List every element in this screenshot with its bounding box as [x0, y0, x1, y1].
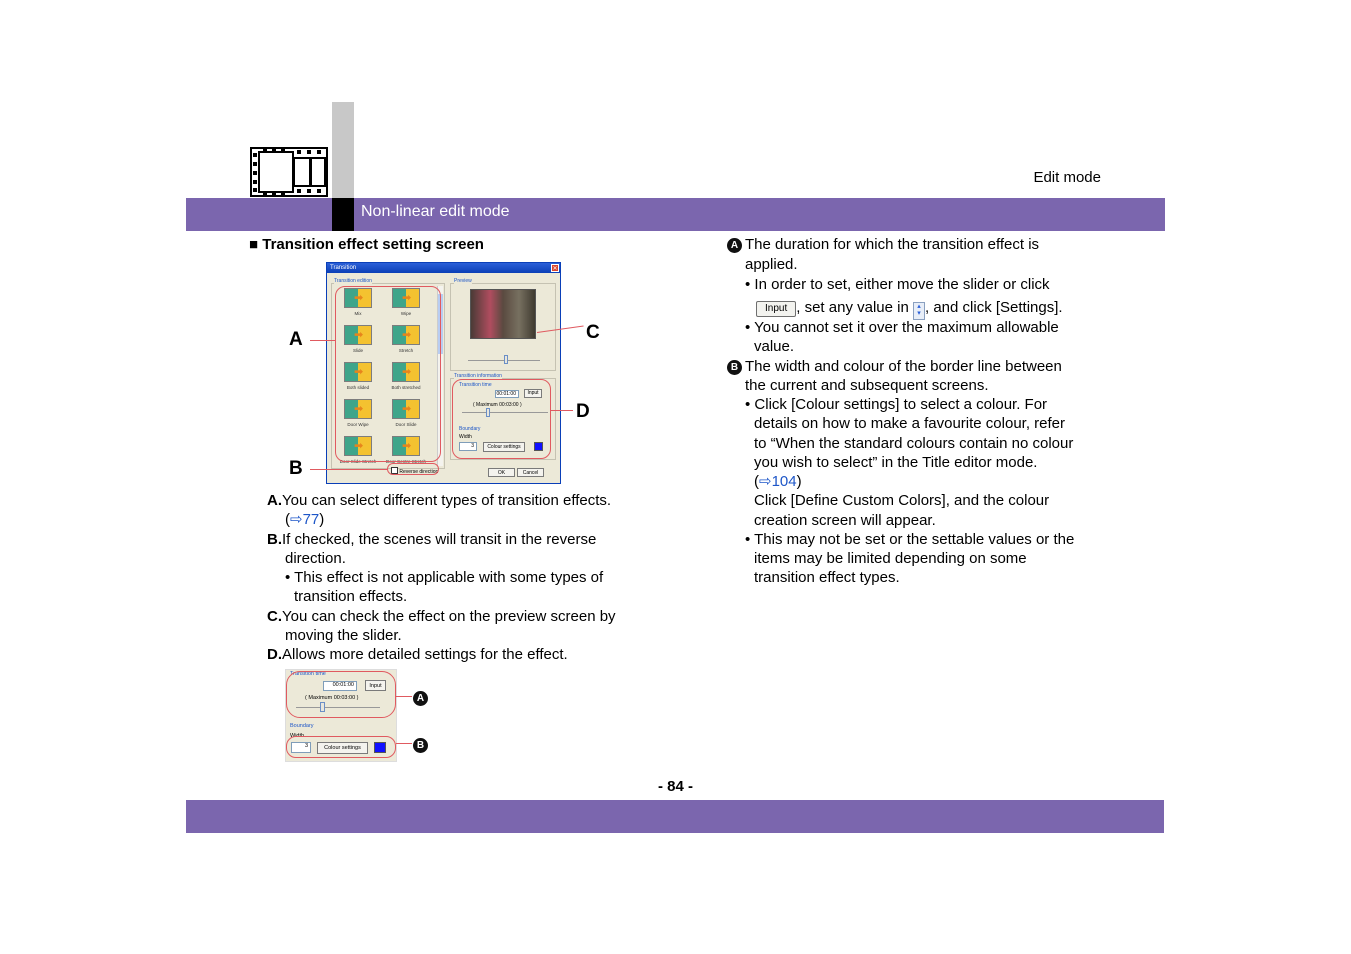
right-a-bullet2-line2: value.: [754, 338, 795, 355]
width-label: Width: [459, 434, 472, 440]
preview-slider-thumb[interactable]: [504, 355, 508, 364]
ref-arrow-icon: ⇨: [290, 511, 303, 528]
inline-input-button: Input: [756, 301, 796, 317]
section-heading: [249, 235, 484, 254]
item-a-ref[interactable]: (⇨77): [285, 511, 325, 528]
spinner-icon: ▴ ▾: [913, 302, 925, 320]
badge-a: A: [727, 238, 742, 253]
maximum-value: 00:03:00 ): [499, 402, 522, 408]
sub-colour-settings-button[interactable]: Colour settings: [317, 742, 368, 754]
sub-width-input[interactable]: 3: [291, 742, 311, 753]
right-b-line1: [727, 357, 1062, 376]
sub-boundary-label: Boundary: [290, 723, 314, 729]
right-b-bullet2: • This may not be set or the settable values or the: [745, 531, 1075, 548]
item-b-bullet: • This effect is not applicable with some types of: [285, 569, 604, 586]
right-a-bullet1-line2: [756, 298, 1063, 320]
sub-width-label: Width: [290, 733, 305, 739]
badge-b: B: [413, 738, 428, 753]
item-letter: D.: [267, 646, 282, 663]
dialog-title: Transition: [330, 265, 357, 271]
tile-label: Wipe: [400, 311, 412, 316]
section-black-tab: [332, 198, 354, 231]
item-b-line2: direction.: [285, 550, 346, 567]
right-b-bullet1: • Click [Colour settings] to select a colour. For: [745, 396, 1048, 413]
right-a-line1: [727, 235, 1039, 254]
ref-link[interactable]: 77: [302, 511, 320, 528]
footer-band: [186, 800, 1164, 833]
transition-edition-label: Transition edition: [334, 278, 372, 284]
callout-b-outline: [387, 463, 439, 475]
transition-time-input[interactable]: 00:01:00: [495, 390, 519, 398]
item-b-bullet-line2: transition effects.: [294, 588, 408, 605]
callout-d-leader: [551, 410, 573, 411]
right-a-mid: , set any value in: [796, 299, 909, 316]
sub-transition-time-label: Transition time: [290, 671, 326, 677]
tile-label: Both stretched: [391, 385, 421, 390]
heading-text: Transition effect setting screen: [262, 236, 484, 253]
ref-arrow-icon: ⇨: [759, 473, 772, 490]
right-a-bullet1: • In order to set, either move the slider or click: [745, 276, 1050, 293]
item-a: [267, 491, 611, 510]
sub-badge-a: [413, 689, 431, 707]
maximum-label: ( Maximum: [473, 402, 498, 408]
callout-c: C: [586, 322, 600, 343]
callout-a: A: [289, 329, 303, 350]
reverse-direction-label: Reverse direction: [399, 469, 439, 475]
callout-d-outline: [452, 379, 551, 459]
right-b-bullet1-line3: to “When the standard colours contain no colour: [754, 435, 1074, 452]
tile-label: Door Centre Stretch: [385, 459, 427, 464]
header-gray-tab: [332, 102, 354, 198]
right-b-bullet1-line5: Click [Define Custom Colors], and the colour: [754, 492, 1050, 509]
item-text: You can select different types of transition effects.: [282, 492, 612, 509]
item-c-line2: moving the slider.: [285, 627, 402, 644]
sub-callout-a-outline: [286, 671, 396, 718]
sub-callout-b-outline: [286, 736, 396, 758]
tile-label: Slide: [352, 348, 363, 353]
cancel-button[interactable]: Cancel: [517, 468, 544, 477]
right-b-text: The width and colour of the border line between: [745, 358, 1062, 375]
sub-callout-b-leader: [396, 743, 412, 744]
right-a-bullet2: • You cannot set it over the maximum allowable: [745, 319, 1059, 336]
tile-label: Stretch: [398, 348, 414, 353]
badge-a: A: [413, 691, 428, 706]
sub-badge-b: [413, 736, 431, 754]
right-b-bullet1-line2: details on how to make a favourite colour, refer: [754, 415, 1066, 432]
section-title: Non-linear edit mode: [361, 203, 510, 220]
preview-image: [470, 289, 536, 339]
callout-d: D: [576, 401, 590, 422]
page-number: - 84 -: [657, 778, 693, 795]
ref-link[interactable]: 104: [771, 473, 797, 490]
right-b-ref[interactable]: (⇨104): [754, 473, 802, 490]
transition-info-label: Transition information: [454, 373, 502, 379]
dialog-titlebar: [327, 263, 560, 273]
item-text: You can check the effect on the preview screen by: [282, 608, 616, 625]
right-a-text: The duration for which the transition effect is: [745, 236, 1040, 253]
right-b-bullet1-line6: creation screen will appear.: [754, 512, 936, 529]
item-text: Allows more detailed settings for the effect.: [282, 646, 568, 663]
tile-label: Both slided: [346, 385, 370, 390]
right-b-bullet2-line3: transition effect types.: [754, 569, 900, 586]
tile-label: Door Slide Stretch: [339, 459, 377, 464]
item-c: [267, 607, 616, 626]
right-b-bullet1-line4: you wish to select” in the Title editor mode.: [754, 454, 1038, 471]
sub-input-button[interactable]: Input: [365, 680, 386, 691]
tile-label: Door Wipe: [347, 422, 369, 427]
film-icon: [250, 147, 328, 197]
ok-button[interactable]: OK: [488, 468, 515, 477]
right-a-end: , and click [Settings].: [925, 299, 1063, 316]
callout-a-leader: [310, 340, 336, 341]
heading-bullet: ■: [249, 236, 259, 253]
tile-label: Mix: [354, 311, 362, 316]
item-d: [267, 645, 568, 664]
item-letter: B.: [267, 531, 282, 548]
item-b: [267, 530, 596, 549]
close-icon[interactable]: ✕: [552, 266, 558, 272]
input-button[interactable]: Input: [524, 389, 542, 398]
right-a-line2: applied.: [745, 256, 798, 273]
right-b-bullet2-line2: items may be limited depending on some: [754, 550, 1027, 567]
boundary-label: Boundary: [459, 426, 481, 432]
preview-label: Preview: [454, 278, 472, 284]
sub-time-input[interactable]: 00:01:00: [323, 681, 357, 691]
item-letter: A.: [267, 492, 282, 509]
colour-settings-button[interactable]: Colour settings: [483, 442, 525, 452]
chapter-label: Edit mode: [1033, 169, 1101, 186]
item-letter: C.: [267, 608, 282, 625]
width-input[interactable]: 3: [459, 442, 477, 451]
callout-b-leader: [310, 469, 388, 470]
badge-b: B: [727, 360, 742, 375]
callout-b: B: [289, 458, 303, 479]
right-b-line2: the current and subsequent screens.: [745, 377, 989, 394]
callout-a-outline: [335, 286, 441, 462]
sub-callout-a-leader: [396, 696, 412, 697]
item-text: If checked, the scenes will transit in the reverse: [282, 531, 597, 548]
tile-label: Door Slide: [395, 422, 417, 427]
transition-time-label: Transition time: [459, 382, 492, 388]
sub-maximum: ( Maximum 00:03:00 ): [305, 695, 359, 701]
